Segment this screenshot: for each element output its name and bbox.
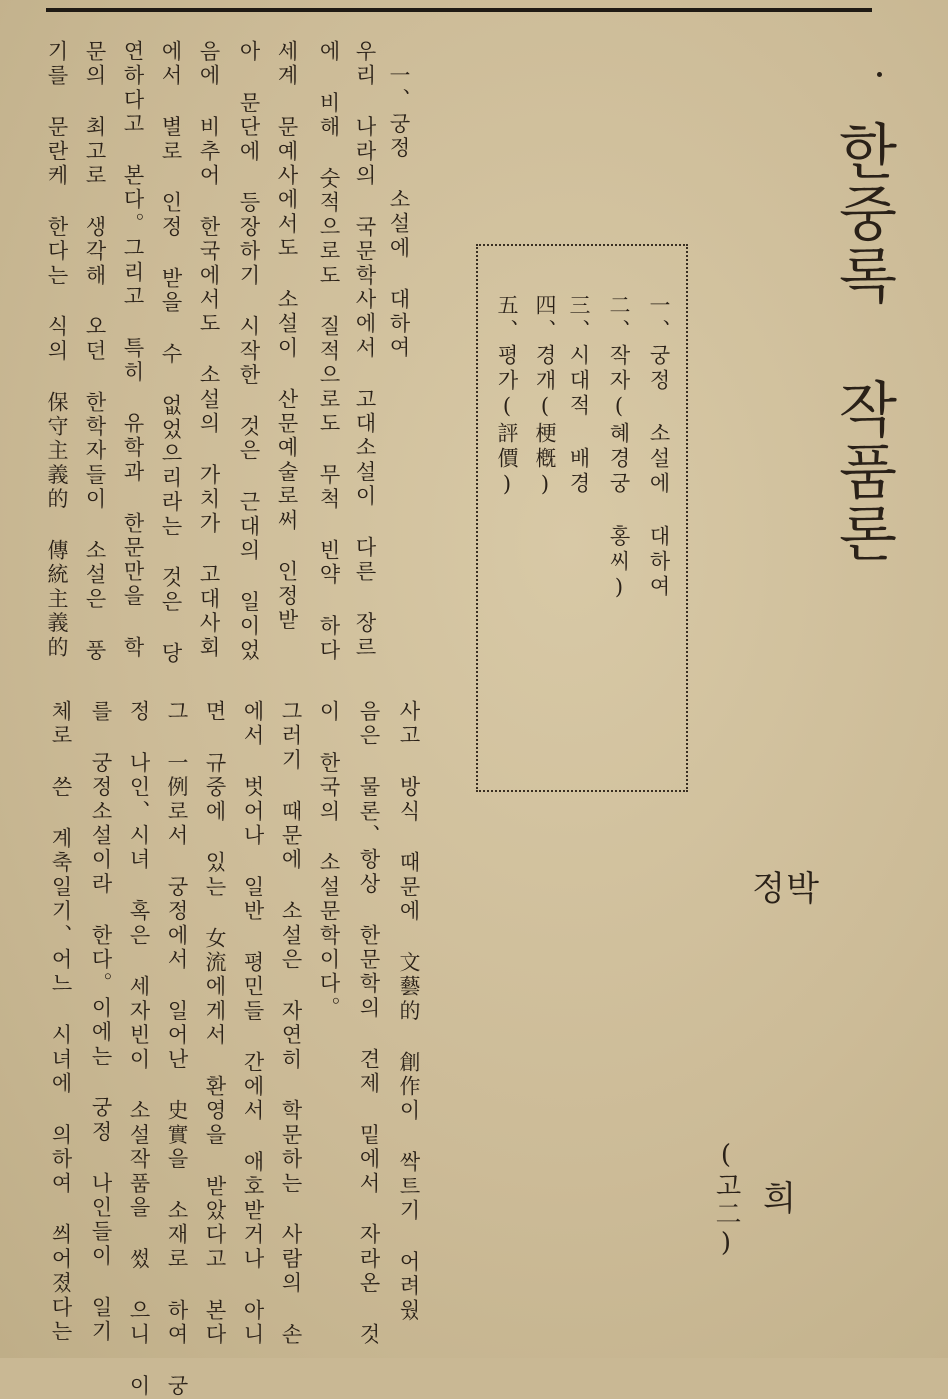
author-name-part-2: 정 (745, 870, 785, 904)
body-line-lower-6: 면 규중에 있는 女流에게서 환영을 받았다고 본다 (203, 700, 227, 1348)
body-line-upper-4: 아 문단에 등장하기 시작한 것은 근대의 일이었 (237, 40, 261, 663)
article-title: 한중록 작품론 (828, 120, 898, 564)
body-line-lower-9: 를 궁정소설이라 한다。이에는 궁정 나인들이 일기 (89, 700, 113, 1345)
body-line-lower-4: 그러기 때문에 소설은 자연히 학문하는 사람의 손 (279, 700, 303, 1348)
section-heading: 一、궁정 소설에 대하여 (387, 64, 411, 361)
body-line-lower-2: 음은 물론、항상 한문학의 견제 밑에서 자라온 것 (357, 700, 381, 1348)
dot-mark (877, 72, 882, 77)
body-line-upper-2: 에 비해 숫적으로도 질적으로도 무척 빈약 하다 (317, 40, 341, 663)
body-line-upper-9: 기를 문란케 한다는 식의 保守主義的 傳統主義的 (45, 40, 69, 660)
body-line-upper-1: 우리 나라의 국문학사에서 고대소설이 다른 장르 (353, 40, 377, 660)
toc-item-5: 五、평가(評價) (495, 294, 519, 500)
toc-item-1: 一、궁정 소설에 대하여 (647, 294, 671, 600)
body-line-upper-6: 에서 별로 인정 받을 수 없었으리라는 것은 당 (159, 40, 183, 666)
author-grade: (고二) (711, 1140, 741, 1260)
top-rule (46, 8, 872, 12)
body-line-lower-5: 에서 벗어나 일반 평민들 간에서 애호받거나 아니 (241, 700, 265, 1348)
toc-item-2: 二、작자(혜경궁 홍씨) (607, 294, 631, 603)
author-name (745, 870, 819, 1012)
toc-item-4: 四、경개(梗槪) (533, 294, 557, 500)
body-line-lower-8: 정 나인、시녀 혹은 세자빈이 소설작품을 썼 으니 이 (127, 700, 151, 1399)
body-line-upper-3: 세계 문예사에서도 소설이 산문예술로써 인정받 (275, 40, 299, 633)
toc-box (476, 244, 688, 792)
body-line-upper-7: 연하다고 본다。그리고 특히 유학과 한문만을 학 (121, 40, 145, 660)
toc-item-3: 三、시대적 배경 (567, 294, 591, 497)
body-line-upper-8: 문의 최고로 생각해 오던 한학자들이 소설은 풍 (83, 40, 107, 663)
body-line-lower-10: 체로 쓴 계축일기、어느 시녀에 의하여 씌어졌다는 (49, 700, 73, 1345)
body-line-upper-5: 음에 비추어 한국에서도 소설의 가치가 고대사회 (197, 40, 221, 660)
body-line-lower-7: 그 一例로서 궁정에서 일어난 史實을 소재로 하여 궁 (165, 700, 189, 1399)
author-name-part-1: 박 (779, 870, 819, 904)
body-line-lower-3: 이 한국의 소설문학이다。 (317, 700, 341, 1021)
body-line-lower-1: 사고 방식 때문에 文藝的 創作이 싹트기 어려웠 (397, 700, 421, 1323)
author-name-part-3: 희 (756, 1180, 796, 1214)
